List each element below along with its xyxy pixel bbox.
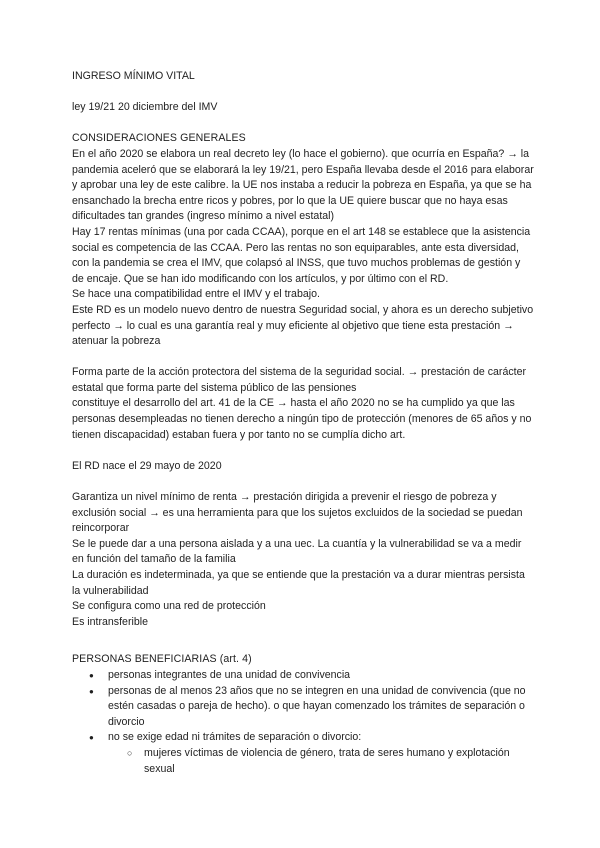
- section-heading-consideraciones: CONSIDERACIONES GENERALES: [72, 132, 246, 145]
- document-title: INGRESO MÍNIMO VITAL: [72, 70, 195, 82]
- sub-list-item: ○ mujeres víctimas de violencia de género, trata de seres humano y explotación sexual: [72, 746, 534, 777]
- paragraph: Garantiza un nivel mínimo de renta → prestación dirigida a prevenir el riesgo de pobreza y exclusión social → es una herramienta para que los sujetos excluidos de la sociedad se puedan reincorporar: [72, 491, 523, 535]
- paragraph: Este RD es un modelo nuevo dentro de nuestra Seguridad social, y ahora es un derecho subjetivo perfecto → lo cual es una garantía real y muy eficiente al objetivo que tiene esta prestación → atenuar la pobreza: [72, 303, 534, 348]
- paragraph: Es intransferible: [72, 615, 148, 628]
- document-subtitle: ley 19/21 20 diciembre del IMV: [72, 101, 218, 114]
- section-heading-beneficiarias: PERSONAS BENEFICIARIAS (art. 4): [72, 653, 252, 666]
- list-item: ● personas de al menos 23 años que no se integren en una unidad de convivencia (que no estén casadas o pareja de hecho). o que hayan comenzado los trámites de separación o divorcio: [72, 684, 534, 731]
- paragraph: Forma parte de la acción protectora del sistema de la seguridad social. → prestación de carácter estatal que forma parte del sistema público de las pensiones: [72, 366, 526, 394]
- paragraph: Hay 17 rentas mínimas (una por cada CCAA), porque en el art 148 se establece que la asistencia social es competencia de las CCAA. Pero las rentas no son equiparables, ante esta diversidad, con la pandemia se crea el IMV, que colapsó al INSS, que tuvo muchos problemas de gestión y de encaje. Que se han ido modificando con los artículos, y por último con el RD.: [72, 225, 531, 285]
- list-item: ● no se exige edad ni trámites de separación o divorcio:: [72, 730, 534, 746]
- paragraph: El RD nace el 29 mayo de 2020: [72, 459, 222, 472]
- paragraph: En el año 2020 se elabora un real decreto ley (lo hace el gobierno). que ocurría en España? → la pandemia aceleró que se elaborará la ley 19/21, pero España llevaba desde el 2016 para elaborar y aprobar una ley de este calibre. la UE nos instaba a reducir la pobreza en España, ya que se ha ensanchado la brecha entre ricos y pobres, por lo que la UE quiere buscar que no haya esas dificultades tan grandes (ingreso mínimo a nivel estatal): [72, 147, 534, 223]
- paragraph: La duración es indeterminada, ya que se entiende que la prestación va a durar mientras persista la vulnerabilidad: [72, 569, 525, 597]
- beneficiarias-sublist: [72, 746, 534, 777]
- paragraph: Se configura como una red de protección: [72, 600, 266, 613]
- document-content: [72, 69, 534, 777]
- beneficiarias-list: [72, 668, 534, 746]
- list-item: ● personas integrantes de una unidad de convivencia: [72, 668, 534, 684]
- paragraph: constituye el desarrollo del art. 41 de la CE → hasta el año 2020 no se ha cumplido ya que las personas desempleadas no tienen derecho a ningún tipo de protección (menores de 65 años y no tienen discapacidad) estaban fuera y por tanto no se cumplía dicho art.: [72, 397, 532, 441]
- paragraph: Se hace una compatibilidad entre el IMV y el trabajo.: [72, 288, 320, 301]
- paragraph: Se le puede dar a una persona aislada y a una uec. La cuantía y la vulnerabilidad se va a medir en función del tamaño de la familia: [72, 537, 522, 566]
